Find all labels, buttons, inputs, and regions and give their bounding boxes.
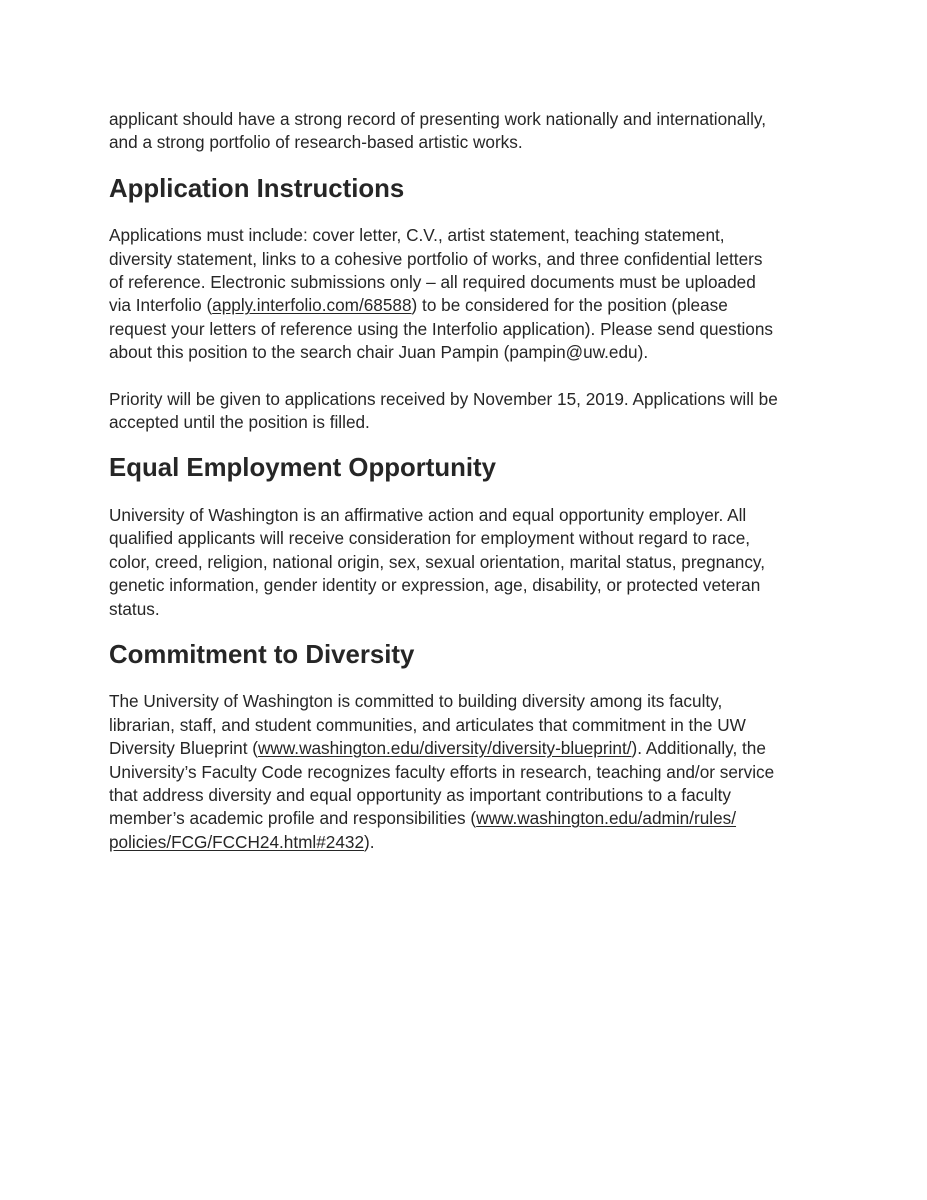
text-line: of reference. Electronic submissions only – all required documents must be uploaded — [109, 272, 756, 293]
text-line: request your letters of reference using the Interfolio application). Please send questions — [109, 318, 774, 339]
text-line: qualified applicants will receive consideration for employment without regard to race, — [109, 528, 751, 549]
text-line — [109, 294, 829, 317]
document-body — [109, 108, 829, 854]
text-line: librarian, staff, and student communities, and articulates that commitment in the UW — [109, 714, 746, 735]
faculty-code-link[interactable]: www.washington.edu/admin/rules/ — [476, 808, 737, 829]
text-line: status. — [109, 598, 160, 619]
text-segment: via Interfolio ( — [109, 295, 213, 316]
equal-employment-paragraph — [109, 504, 829, 621]
text-line — [109, 737, 829, 760]
intro-paragraph — [109, 108, 829, 155]
text-segment: ). — [364, 831, 375, 852]
text-line: Applications must include: cover letter, C.V., artist statement, teaching statement, — [109, 225, 725, 246]
priority-paragraph — [109, 388, 829, 435]
text-line: and a strong portfolio of research-based artistic works. — [109, 132, 523, 153]
text-line: that address diversity and equal opportunity as important contributions to a faculty — [109, 784, 731, 805]
text-segment: Diversity Blueprint ( — [109, 738, 258, 759]
commitment-diversity-paragraph — [109, 690, 829, 854]
text-line: University’s Faculty Code recognizes faculty efforts in research, teaching and/or service — [109, 761, 775, 782]
text-line: color, creed, religion, national origin, sex, sexual orientation, marital status, pregnancy, — [109, 551, 766, 572]
text-line: about this position to the search chair Juan Pampin (pampin@uw.edu). — [109, 342, 649, 363]
diversity-blueprint-link[interactable]: www.washington.edu/diversity/diversity-blueprint/ — [258, 738, 632, 759]
text-line: genetic information, gender identity or expression, age, disability, or protected veteran — [109, 575, 761, 596]
application-instructions-paragraph — [109, 224, 829, 364]
text-line: accepted until the position is filled. — [109, 412, 370, 433]
text-line — [109, 831, 829, 854]
text-line: Priority will be given to applications received by November 15, 2019. Applications will be — [109, 388, 778, 409]
text-line: The University of Washington is committed to building diversity among its faculty, — [109, 691, 723, 712]
commitment-diversity-heading: Commitment to Diversity — [109, 640, 415, 669]
text-segment: member’s academic profile and responsibilities ( — [109, 808, 477, 829]
faculty-code-link-continued[interactable]: policies/FCG/FCCH24.html#2432 — [109, 831, 365, 852]
text-segment: ). Additionally, the — [631, 738, 766, 759]
text-line: applicant should have a strong record of presenting work nationally and internationally, — [109, 109, 767, 129]
interfolio-link[interactable]: apply.interfolio.com/68588 — [212, 295, 412, 316]
equal-employment-heading: Equal Employment Opportunity — [109, 454, 496, 483]
application-instructions-heading: Application Instructions — [109, 174, 405, 203]
text-segment: ) to be considered for the position (please — [411, 295, 728, 316]
text-line — [109, 807, 829, 830]
text-line: University of Washington is an affirmative action and equal opportunity employer. All — [109, 504, 747, 525]
text-line: diversity statement, links to a cohesive portfolio of works, and three confidential letters — [109, 248, 763, 269]
